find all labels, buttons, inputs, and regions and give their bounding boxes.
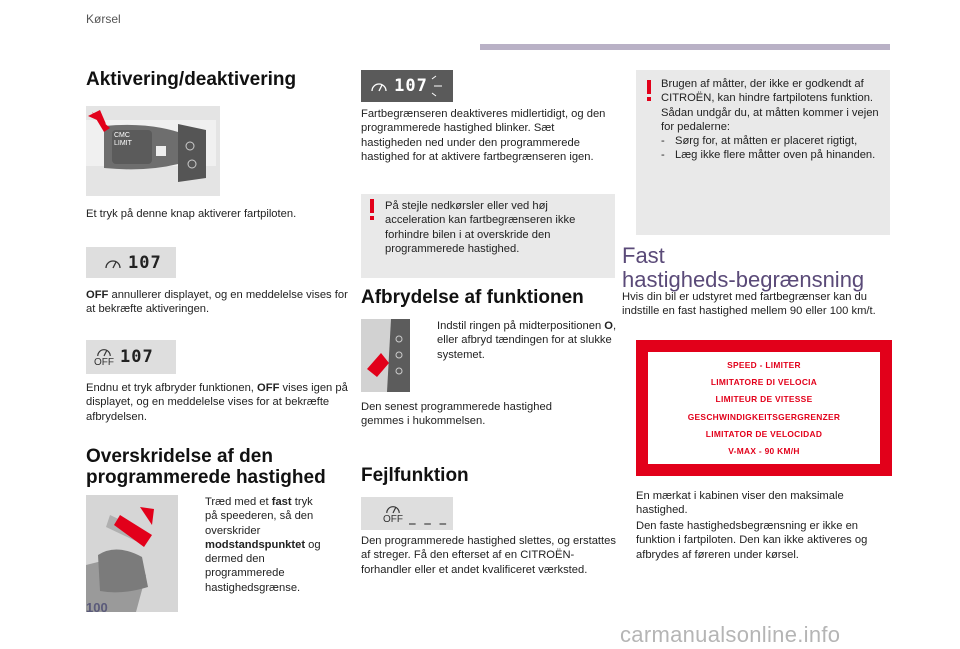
header-bar bbox=[480, 44, 890, 50]
heading-fast-line1: Fast bbox=[622, 243, 665, 268]
warning-text-mats bbox=[661, 77, 881, 163]
warning-list-item: - Læg ikke flere måtter oven på hinanden. bbox=[661, 148, 881, 162]
exceed-a: Træd med et bbox=[205, 496, 272, 508]
display-value: 107 bbox=[120, 347, 154, 367]
text-fault: Den programmerede hastighed slettes, og erstattes af streger. Få den efterset af en CITROËN-forhandler eller et andet kvalificeret værksted. bbox=[361, 535, 616, 576]
warning-icon-dot bbox=[647, 97, 651, 101]
text-label: En mærkat i kabinen viser den maksimale hastighed. bbox=[636, 490, 844, 517]
text-stop bbox=[437, 319, 617, 362]
speedometer-icon bbox=[104, 256, 122, 270]
off-label: OFF bbox=[94, 357, 114, 368]
text-press-a: Endnu et tryk afbryder funktionen, bbox=[86, 382, 258, 394]
heading-activation: Aktivering/deaktivering bbox=[86, 69, 297, 90]
sticker-line: GESCHWINDIGKEITSGERGRENZER bbox=[687, 411, 841, 422]
warning-list-item: - Sørg for, at måtten er placeret rigtigt, bbox=[661, 134, 881, 148]
text-fixed: Den faste hastighedsbegrænsning er ikke en funktion i fartpiloten. Den kan ikke aktiveres og afbrydes af føreren under kørsel. bbox=[636, 520, 868, 561]
heading-stop: Afbrydelse af funktionen bbox=[361, 287, 584, 308]
heading-fast-limit bbox=[622, 244, 864, 292]
off-label: OFF bbox=[383, 513, 403, 525]
stalk-illustration bbox=[86, 106, 220, 196]
display-fault bbox=[361, 497, 453, 530]
display-speed bbox=[86, 247, 176, 278]
sticker-line: LIMITATORE DI VELOCIA bbox=[710, 376, 818, 387]
heading-exceed bbox=[86, 446, 326, 488]
stalk-label: CMC LIMIT bbox=[114, 132, 132, 147]
warning-line: Brugen af måtter, der ikke er godkendt af CITROËN, kan hindre fartpilotens funktion. bbox=[661, 78, 874, 105]
display-blinking bbox=[361, 70, 453, 102]
exceed-bold2: modstandspunktet bbox=[205, 538, 306, 551]
heading-exceed-line1: Overskridelse af den bbox=[86, 446, 273, 467]
text-fast: Hvis din bil er udstyret med fartbegrænser kan du indstille en fast hastighed mellem 90 eller 100 km/t. bbox=[622, 291, 876, 318]
stop-a: Indstil ringen på midterpositionen bbox=[437, 320, 605, 332]
text-press-b: vises igen på displayet, og en meddelelse vises for at bekræfte afbrydelsen. bbox=[86, 382, 348, 423]
text-press-bold: OFF bbox=[257, 382, 280, 394]
text-off-bold: OFF bbox=[86, 289, 109, 301]
display-off-speed bbox=[86, 340, 176, 374]
warning-icon-dot bbox=[370, 216, 374, 220]
warning-list bbox=[661, 134, 881, 163]
watermark: carmanualsonline.info bbox=[620, 622, 841, 647]
warning-icon bbox=[370, 199, 374, 213]
stop-bold: O bbox=[604, 320, 613, 332]
text-off bbox=[86, 288, 348, 317]
speedometer-icon bbox=[385, 503, 401, 514]
heading-fault: Fejlfunktion bbox=[361, 465, 469, 486]
warning-icon bbox=[647, 80, 651, 94]
warning-line: Sådan undgår du, at måtten kommer i vejen for pedalerne: bbox=[661, 106, 879, 133]
heading-exceed-line2: programmerede hastighed bbox=[86, 467, 326, 488]
sticker-line: LIMITEUR DE VITESSE bbox=[715, 394, 813, 405]
page-number: 100 bbox=[86, 600, 108, 615]
text-off-rest: annullerer displayet, og en meddelelse vises for at bekræfte aktiveringen. bbox=[86, 289, 348, 316]
warning-text-descent: På stejle nedkørsler eller ved høj acceleration kan fartbegrænseren ikke forhindre bilen i at overskride den programmerede hastighed. bbox=[385, 200, 576, 255]
ring-illustration bbox=[361, 319, 410, 392]
sticker-line: V-MAX - 90 KM/H bbox=[728, 446, 800, 457]
speedometer-icon bbox=[96, 346, 112, 357]
speedometer-icon bbox=[370, 79, 388, 93]
section-label: Kørsel bbox=[86, 12, 121, 26]
display-value: 107 bbox=[394, 76, 428, 96]
pedal-illustration bbox=[86, 495, 178, 612]
exceed-bold1: fast bbox=[271, 496, 292, 508]
sticker-line: SPEED - LIMITER bbox=[727, 359, 801, 370]
text-exceed bbox=[205, 495, 323, 595]
sticker-line: LIMITATOR DE VELOCIDAD bbox=[705, 428, 823, 439]
sticker-inner bbox=[648, 352, 880, 464]
text-blink: Fartbegrænseren deaktiveres midlertidigt, og den programmerede hastighed blinker. Sæt hastigheden ned under den programmerede hastighed for at aktivere fartbegrænseren igen. bbox=[361, 108, 606, 163]
blink-rays-icon bbox=[430, 75, 444, 97]
exceed-c: og dermed den programmerede hastighedsgrænse. bbox=[205, 538, 321, 594]
stalk-drawing bbox=[86, 106, 220, 196]
text-memory: Den senest programmerede hastighed gemmes i hukommelsen. bbox=[361, 401, 552, 428]
heading-fast-line2: hastigheds-begrænsning bbox=[622, 267, 865, 292]
text-activate: Et tryk på denne knap aktiverer fartpiloten. bbox=[86, 208, 297, 220]
fault-dashes: _ _ _ bbox=[409, 512, 448, 525]
pedal-drawing bbox=[86, 495, 178, 612]
display-value: 107 bbox=[128, 252, 162, 273]
ring-drawing bbox=[361, 319, 410, 392]
speed-limiter-sticker bbox=[636, 340, 892, 476]
text-press bbox=[86, 381, 350, 424]
stop-b: , eller afbryd tændingen for at slukke systemet. bbox=[437, 320, 617, 361]
exceed-b: tryk på speederen, så den overskrider bbox=[205, 496, 314, 537]
